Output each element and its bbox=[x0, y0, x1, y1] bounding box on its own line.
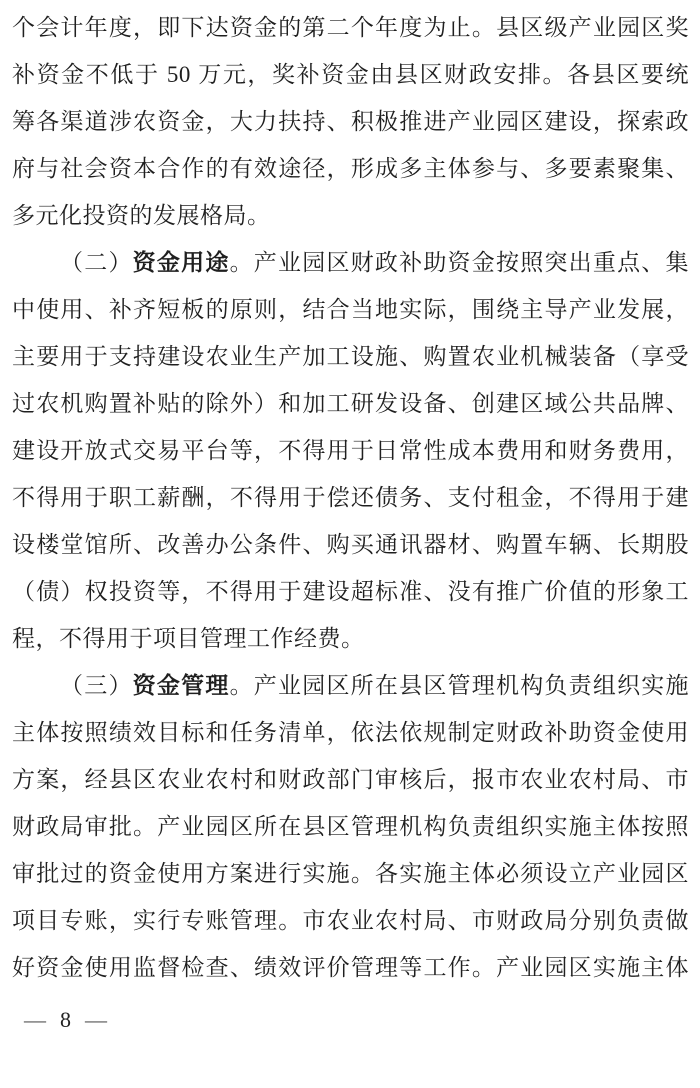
text-run: 补资金不低于 50 万元，奖补资金由县区财政安排。各县区要统 bbox=[12, 62, 689, 87]
text-run: 项目专账，实行专账管理。市农业农村局、市财政局分别负责做 bbox=[12, 908, 689, 933]
text-run: 主要用于支持建设农业生产加工设施、购置农业机械装备（享受 bbox=[12, 344, 689, 369]
text-line bbox=[12, 756, 689, 803]
text-line bbox=[12, 474, 689, 521]
text-run: 中使用、补齐短板的原则，结合当地实际，围绕主导产业发展， bbox=[12, 297, 689, 322]
text-line bbox=[12, 145, 689, 192]
section-heading: 资金用途 bbox=[132, 250, 230, 275]
text-run: 程，不得用于项目管理工作经费。 bbox=[12, 626, 365, 651]
text-run: 个会计年度，即下达资金的第二个年度为止。县区级产业园区奖 bbox=[12, 15, 689, 40]
text-line bbox=[12, 192, 689, 239]
text-run: 设楼堂馆所、改善办公条件、购买通讯器材、购置车辆、长期股 bbox=[12, 532, 689, 557]
text-line bbox=[12, 662, 689, 709]
text-line bbox=[12, 4, 689, 51]
text-line bbox=[12, 239, 689, 286]
text-run: 审批过的资金使用方案进行实施。各实施主体必须设立产业园区 bbox=[12, 861, 689, 886]
footer-right-dash: — bbox=[85, 1007, 107, 1032]
text-run: 府与社会资本合作的有效途径，形成多主体参与、多要素聚集、 bbox=[12, 156, 689, 181]
page-number: 8 bbox=[60, 1007, 71, 1032]
text-line bbox=[12, 615, 689, 662]
text-line bbox=[12, 850, 689, 897]
text-line bbox=[12, 944, 689, 991]
text-run: 主体按照绩效目标和任务清单，依法依规制定财政补助资金使用 bbox=[12, 720, 689, 745]
text-run: （三） bbox=[60, 673, 133, 698]
text-line bbox=[12, 568, 689, 615]
text-line bbox=[12, 98, 689, 145]
text-run: 好资金使用监督检查、绩效评价管理等工作。产业园区实施主体 bbox=[12, 955, 689, 980]
text-run: 。产业园区财政补助资金按照突出重点、集 bbox=[229, 250, 689, 275]
section-heading: 资金管理 bbox=[132, 673, 230, 698]
footer-left-dash: — bbox=[24, 1007, 46, 1032]
text-run: （债）权投资等，不得用于建设超标准、没有推广价值的形象工 bbox=[12, 579, 689, 604]
text-line bbox=[12, 897, 689, 944]
text-run: 。产业园区所在县区管理机构负责组织实施 bbox=[229, 673, 689, 698]
document-body bbox=[12, 4, 689, 991]
text-run: 方案，经县区农业农村和财政部门审核后，报市农业农村局、市 bbox=[12, 767, 689, 792]
page-footer bbox=[24, 1007, 689, 1033]
text-line bbox=[12, 709, 689, 756]
text-line bbox=[12, 380, 689, 427]
text-run: 财政局审批。产业园区所在县区管理机构负责组织实施主体按照 bbox=[12, 814, 689, 839]
text-run: 筹各渠道涉农资金，大力扶持、积极推进产业园区建设，探索政 bbox=[12, 109, 689, 134]
text-line bbox=[12, 333, 689, 380]
text-line bbox=[12, 803, 689, 850]
text-line bbox=[12, 51, 689, 98]
text-line bbox=[12, 427, 689, 474]
text-run: 过农机购置补贴的除外）和加工研发设备、创建区域公共品牌、 bbox=[12, 391, 689, 416]
text-run: 建设开放式交易平台等，不得用于日常性成本费用和财务费用， bbox=[12, 438, 689, 463]
text-run: 多元化投资的发展格局。 bbox=[12, 203, 271, 228]
text-line bbox=[12, 521, 689, 568]
text-run: 不得用于职工薪酬，不得用于偿还债务、支付租金，不得用于建 bbox=[12, 485, 689, 510]
text-run: （二） bbox=[60, 250, 133, 275]
text-line bbox=[12, 286, 689, 333]
